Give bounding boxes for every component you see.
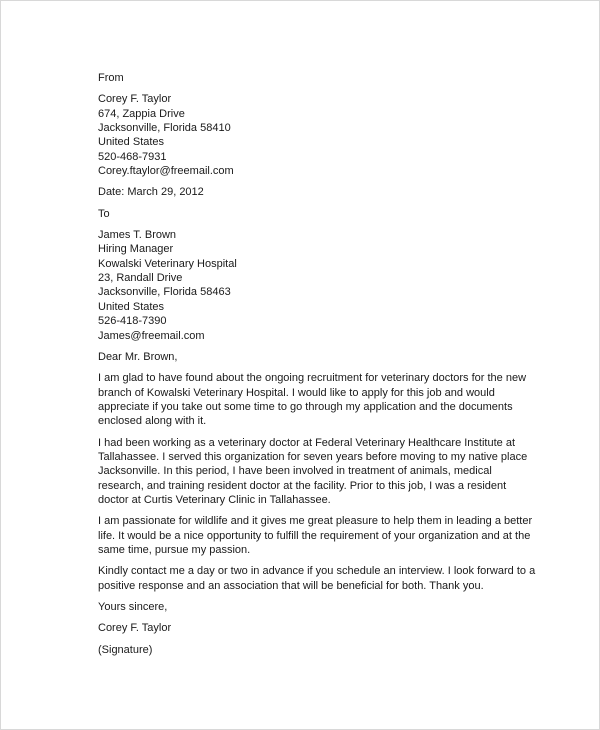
paragraph-line: Kindly contact me a day or two in advance if you schedule an interview. I look forward to a	[98, 565, 536, 578]
sender-city: Jacksonville, Florida 58410	[98, 122, 231, 135]
signature-placeholder: (Signature)	[98, 643, 153, 656]
paragraph-line: doctor at Curtis Veterinary Clinic in Tallahassee.	[98, 493, 331, 506]
paragraph-2	[98, 436, 538, 508]
paragraph-line: same time, pursue my passion.	[98, 543, 251, 556]
paragraph-line: Tallahassee. I served this organization for seven years before moving to my native place	[98, 450, 528, 463]
paragraph-line: positive response and an association that will be beneficial for both. Thank you.	[98, 579, 484, 592]
paragraph-line: research, and training resident doctor at the facility. Prior to this job, I was a resident	[98, 479, 507, 492]
recipient-email: James@freemail.com	[98, 329, 205, 342]
salutation: Dear Mr. Brown,	[98, 350, 178, 363]
sender-address	[98, 92, 538, 178]
recipient-city: Jacksonville, Florida 58463	[98, 286, 231, 299]
to-label: To	[98, 207, 110, 220]
paragraph-4	[98, 564, 538, 593]
paragraph-line: branch of Kowalski Veterinary Hospital. I would like to apply for this job and would	[98, 386, 495, 399]
signer-name: Corey F. Taylor	[98, 622, 172, 635]
recipient-address	[98, 228, 538, 343]
paragraph-line: I am passionate for wildlife and it gives me great pleasure to help them in leading a better	[98, 515, 533, 528]
paragraph-line: I had been working as a veterinary doctor at Federal Veterinary Healthcare Institute at	[98, 436, 516, 449]
closing: Yours sincere,	[98, 601, 168, 613]
sender-street: 674, Zappia Drive	[98, 107, 185, 120]
recipient-phone: 526-418-7390	[98, 315, 167, 328]
paragraph-line: life. It would be a nice opportunity to fulfill the requirement of your organization and at the	[98, 529, 531, 542]
letter-date: Date: March 29, 2012	[98, 186, 204, 199]
recipient-name: James T. Brown	[98, 229, 177, 242]
recipient-organization: Kowalski Veterinary Hospital	[98, 257, 237, 270]
sender-email: Corey.ftaylor@freemail.com	[98, 165, 234, 178]
recipient-title: Hiring Manager	[98, 243, 174, 256]
paragraph-3	[98, 514, 538, 557]
letter-body	[98, 71, 538, 664]
paragraph-line: enclosed along with it.	[98, 415, 207, 428]
sender-phone: 520-468-7931	[98, 150, 167, 163]
recipient-street: 23, Randall Drive	[98, 272, 183, 285]
paragraph-line: I am glad to have found about the ongoing recruitment for veterinary doctors for the new	[98, 372, 527, 385]
sender-country: United States	[98, 136, 165, 149]
paragraph-1	[98, 371, 538, 428]
paragraph-line: appreciate if you take out some time to go through my application and the documents	[98, 400, 513, 413]
from-label: From	[98, 72, 124, 84]
sender-name: Corey F. Taylor	[98, 93, 172, 106]
recipient-country: United States	[98, 300, 165, 313]
paragraph-line: Jacksonville. In this period, I have been involved in treatment of animals, medical	[98, 465, 492, 478]
